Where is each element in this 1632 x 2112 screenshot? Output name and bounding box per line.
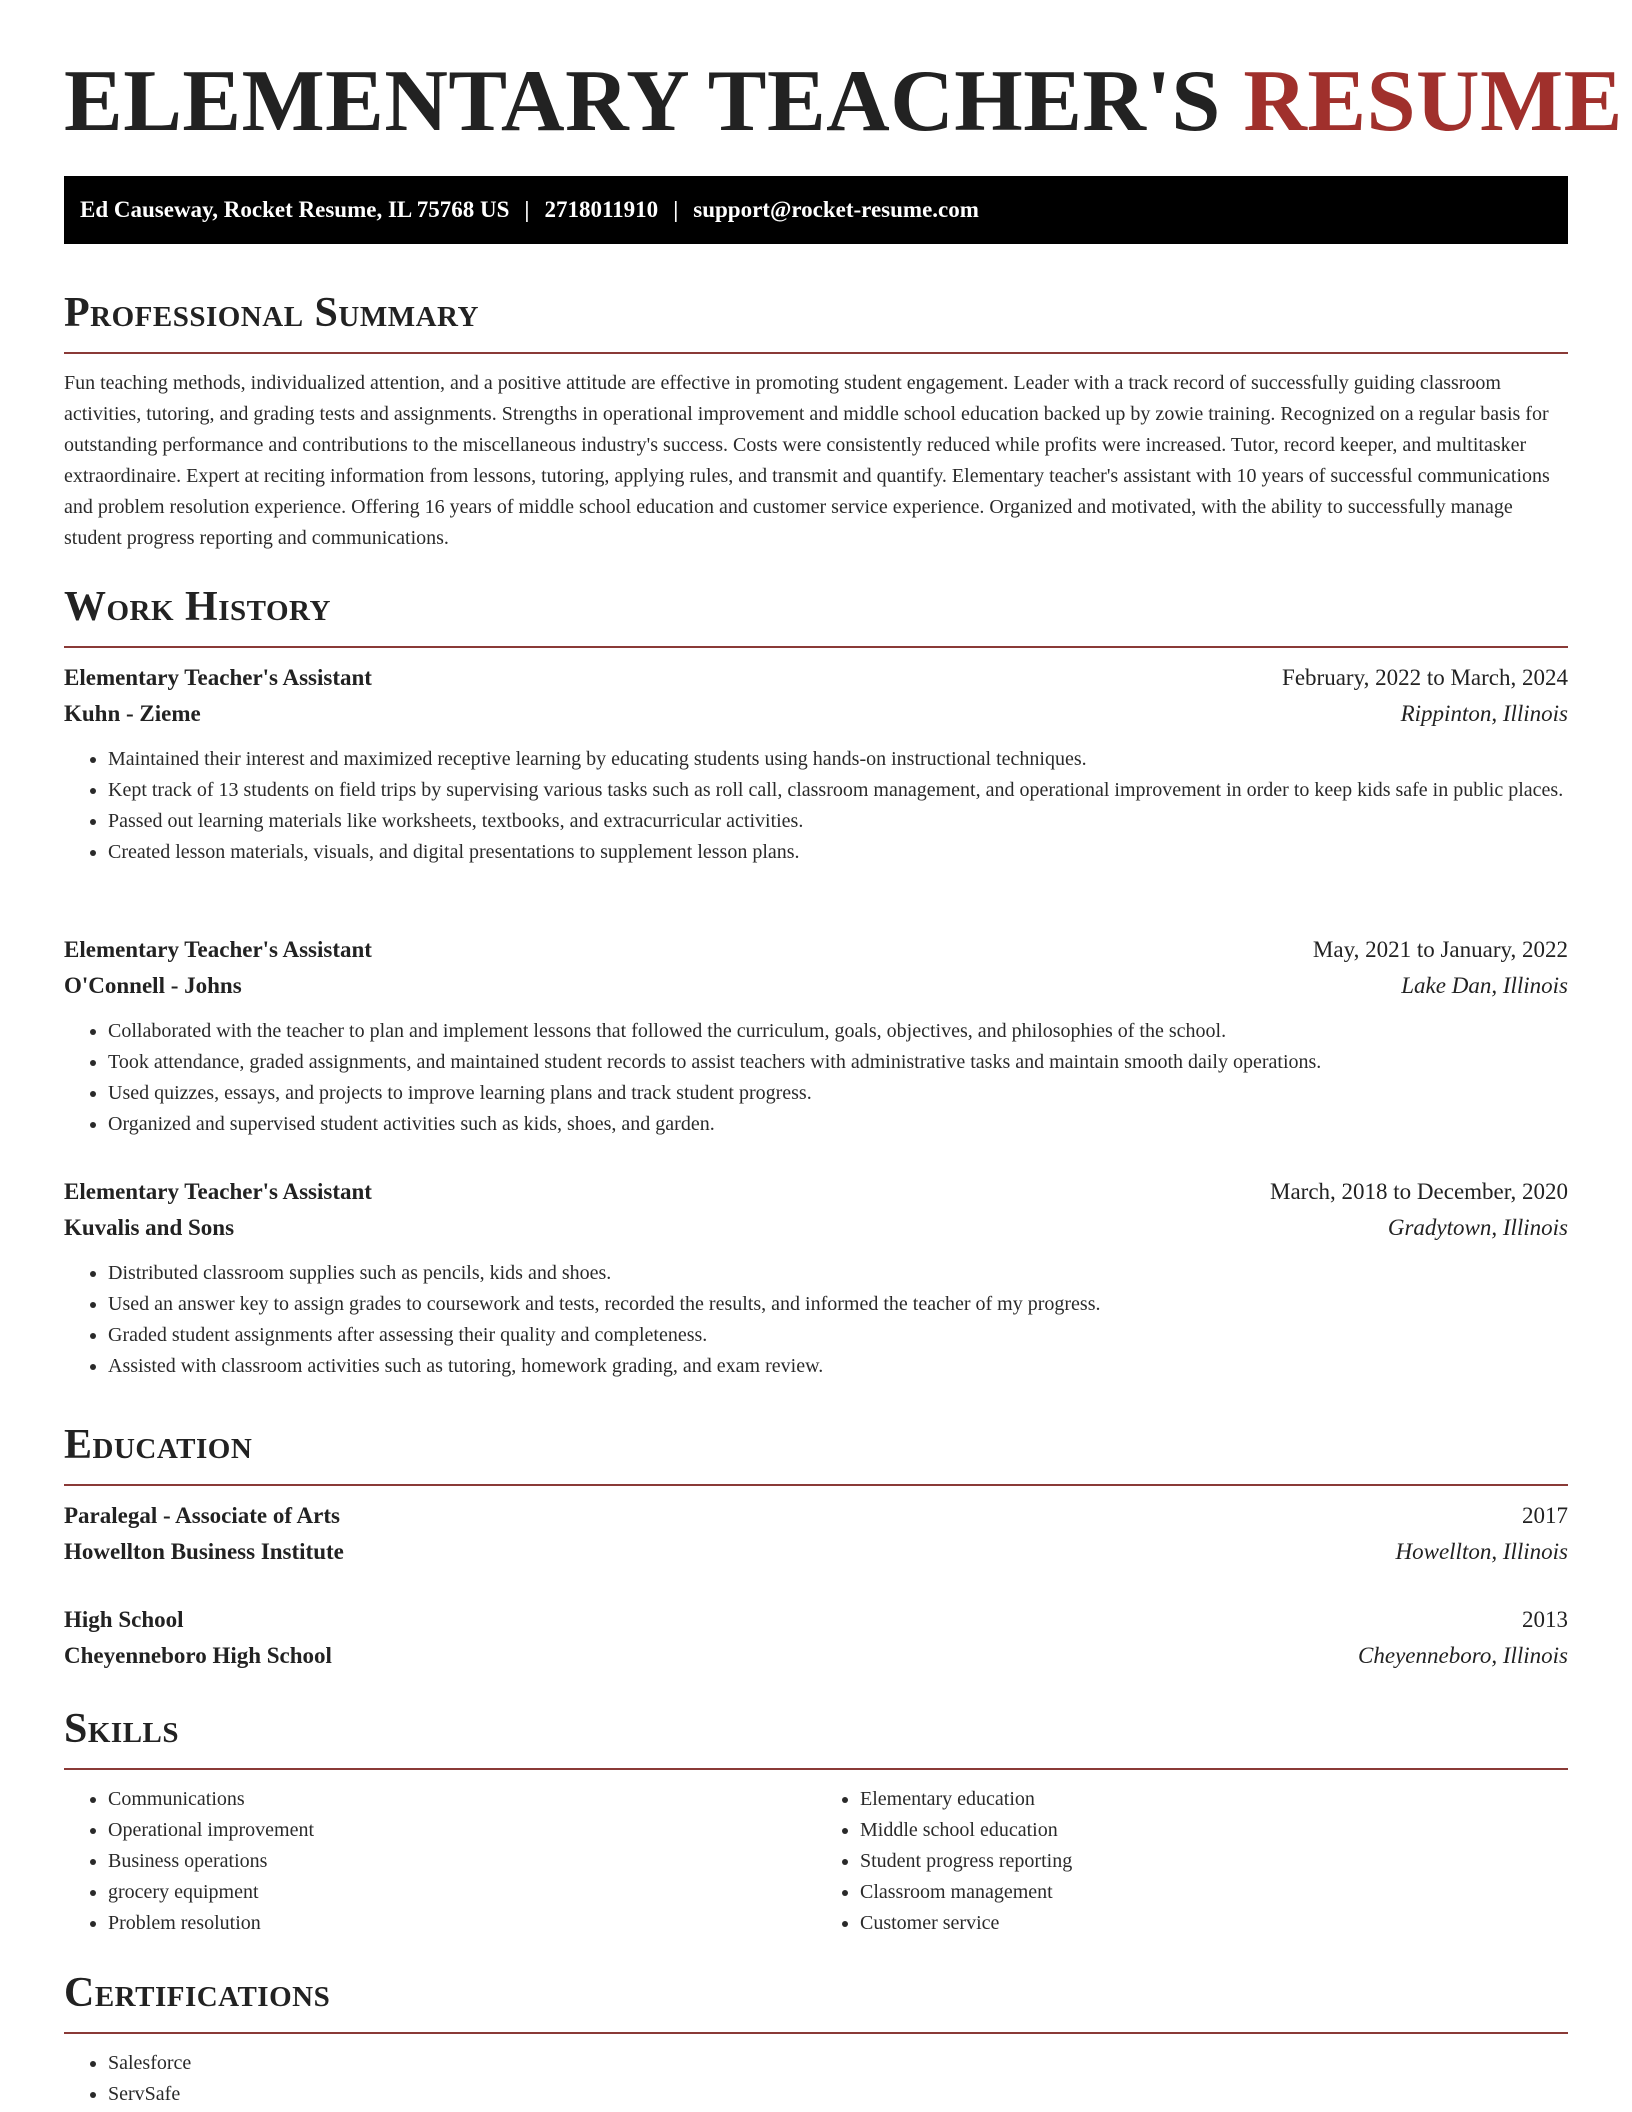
section-divider bbox=[64, 646, 1568, 648]
skill-item: • Customer service bbox=[860, 1908, 1568, 1939]
contact-separator: | bbox=[524, 197, 530, 222]
job-entry bbox=[64, 932, 1568, 1140]
job-bullet: • Assisted with classroom activities such as tutoring, homework grading, and exam review. bbox=[108, 1351, 1568, 1382]
skills-section bbox=[64, 1704, 1568, 1939]
education-degree: Paralegal - Associate of Arts bbox=[64, 1503, 340, 1528]
job-bullet: • Took attendance, graded assignments, and maintained student records to assist teachers with administrative tasks and maintain smooth daily operations. bbox=[108, 1047, 1568, 1078]
skills-columns bbox=[64, 1784, 1568, 1939]
section-heading: Work History bbox=[64, 584, 331, 630]
job-title: Elementary Teacher's Assistant bbox=[64, 1179, 372, 1204]
job-bullet: • Graded student assignments after assessing their quality and completeness. bbox=[108, 1320, 1568, 1351]
education-school: Howellton Business Institute bbox=[64, 1539, 344, 1564]
skill-item: • Classroom management bbox=[860, 1877, 1568, 1908]
job-dates: February, 2022 to March, 2024 bbox=[1282, 665, 1568, 690]
education-degree: High School bbox=[64, 1607, 184, 1632]
job-bullets bbox=[64, 1016, 1568, 1140]
job-dates: May, 2021 to January, 2022 bbox=[1312, 937, 1568, 962]
job-bullet: • Passed out learning materials like worksheets, textbooks, and extracurricular activities. bbox=[108, 806, 1568, 837]
contact-bar bbox=[64, 176, 1568, 244]
summary-text: Fun teaching methods, individualized attention, and a positive attitude are effective in promoting student engagement. Leader with a track record of successfully guiding classroom activities, tutoring, and grading tests and assignments. Strengths in operational improvement and middle school education backed up by zowie training. Recognized on a regular basis for outstanding performance and contributions to the miscellaneous industry's success. Costs were consistently reduced while profits were increased. Tutor, record keeper, and multitasker extraordinaire. Expert at reciting information from lessons, tutoring, applying rules, and transmit and quantify. Elementary teacher's assistant with 10 years of successful communications and problem resolution experience. Offering 16 years of middle school education and customer service experience. Organized and motivated, with the ability to successfully manage student progress reporting and communications. bbox=[64, 372, 1550, 549]
work-history-section bbox=[64, 582, 1568, 1382]
skill-item: • grocery equipment bbox=[108, 1877, 816, 1908]
education-year: 2017 bbox=[1522, 1503, 1568, 1528]
skills-left-list bbox=[64, 1784, 816, 1939]
title-main: ELEMENTARY TEACHER'S bbox=[64, 53, 1221, 150]
job-company: Kuvalis and Sons bbox=[64, 1215, 235, 1240]
job-title: Elementary Teacher's Assistant bbox=[64, 937, 372, 962]
skill-item: • Student progress reporting bbox=[860, 1846, 1568, 1877]
section-divider bbox=[64, 1484, 1568, 1486]
job-bullet: • Distributed classroom supplies such as pencils, kids and shoes. bbox=[108, 1258, 1568, 1289]
skill-item: • Communications bbox=[108, 1784, 816, 1815]
contact-phone: 2718011910 bbox=[544, 197, 659, 222]
summary-section bbox=[64, 288, 1568, 554]
section-heading: Certifications bbox=[64, 1970, 331, 2016]
certifications-section bbox=[64, 1968, 1568, 2110]
job-bullet: • Used an answer key to assign grades to coursework and tests, recorded the results, and informed the teacher of my progress. bbox=[108, 1289, 1568, 1320]
job-bullet: • Maintained their interest and maximized receptive learning by educating students using hands-on instructional techniques. bbox=[108, 744, 1568, 775]
section-heading: Education bbox=[64, 1422, 253, 1468]
education-year: 2013 bbox=[1522, 1607, 1568, 1632]
section-heading: Professional Summary bbox=[64, 290, 479, 336]
resume-title bbox=[64, 52, 1623, 152]
education-section bbox=[64, 1420, 1568, 1680]
job-bullet: • Organized and supervised student activities such as kids, shoes, and garden. bbox=[108, 1109, 1568, 1140]
job-bullet: • Used quizzes, essays, and projects to improve learning plans and track student progress. bbox=[108, 1078, 1568, 1109]
job-bullet: • Created lesson materials, visuals, and digital presentations to supplement lesson plans. bbox=[108, 837, 1568, 868]
job-location: Rippinton, Illinois bbox=[1400, 701, 1568, 726]
skill-item: • Business operations bbox=[108, 1846, 816, 1877]
contact-address: Ed Causeway, Rocket Resume, IL 75768 US bbox=[80, 197, 510, 222]
skill-item: • Problem resolution bbox=[108, 1908, 816, 1939]
job-location: Gradytown, Illinois bbox=[1387, 1215, 1568, 1240]
certification-item: • ServSafe bbox=[108, 2079, 1568, 2110]
section-divider bbox=[64, 1768, 1568, 1770]
education-entry bbox=[64, 1498, 1568, 1570]
skill-item: • Elementary education bbox=[860, 1784, 1568, 1815]
contact-email[interactable]: support@rocket-resume.com bbox=[693, 197, 979, 222]
job-company: Kuhn - Zieme bbox=[64, 701, 201, 726]
education-school: Cheyenneboro High School bbox=[64, 1643, 332, 1668]
certifications-list bbox=[64, 2048, 1568, 2110]
education-location: Howellton, Illinois bbox=[1395, 1539, 1568, 1564]
job-bullet: • Collaborated with the teacher to plan and implement lessons that followed the curriculum, goals, objectives, and philosophies of the school. bbox=[108, 1016, 1568, 1047]
skill-item: • Operational improvement bbox=[108, 1815, 816, 1846]
job-title: Elementary Teacher's Assistant bbox=[64, 665, 372, 690]
education-location: Cheyenneboro, Illinois bbox=[1358, 1643, 1568, 1668]
job-bullet: • Kept track of 13 students on field trips by supervising various tasks such as roll call, classroom management, and operational improvement in order to keep kids safe in public places. bbox=[108, 775, 1568, 806]
skills-right-list bbox=[816, 1784, 1568, 1939]
job-location: Lake Dan, Illinois bbox=[1401, 973, 1568, 998]
education-entry bbox=[64, 1602, 1568, 1674]
job-bullets bbox=[64, 744, 1568, 868]
title-accent: RESUME bbox=[1243, 53, 1623, 150]
contact-separator: | bbox=[673, 197, 679, 222]
job-bullets bbox=[64, 1258, 1568, 1382]
job-entry bbox=[64, 660, 1568, 868]
section-divider bbox=[64, 2032, 1568, 2034]
section-divider bbox=[64, 352, 1568, 354]
job-dates: March, 2018 to December, 2020 bbox=[1270, 1179, 1568, 1204]
certification-item: • Salesforce bbox=[108, 2048, 1568, 2079]
job-entry bbox=[64, 1174, 1568, 1382]
section-heading: Skills bbox=[64, 1706, 180, 1752]
skill-item: • Middle school education bbox=[860, 1815, 1568, 1846]
job-company: O'Connell - Johns bbox=[64, 973, 242, 998]
